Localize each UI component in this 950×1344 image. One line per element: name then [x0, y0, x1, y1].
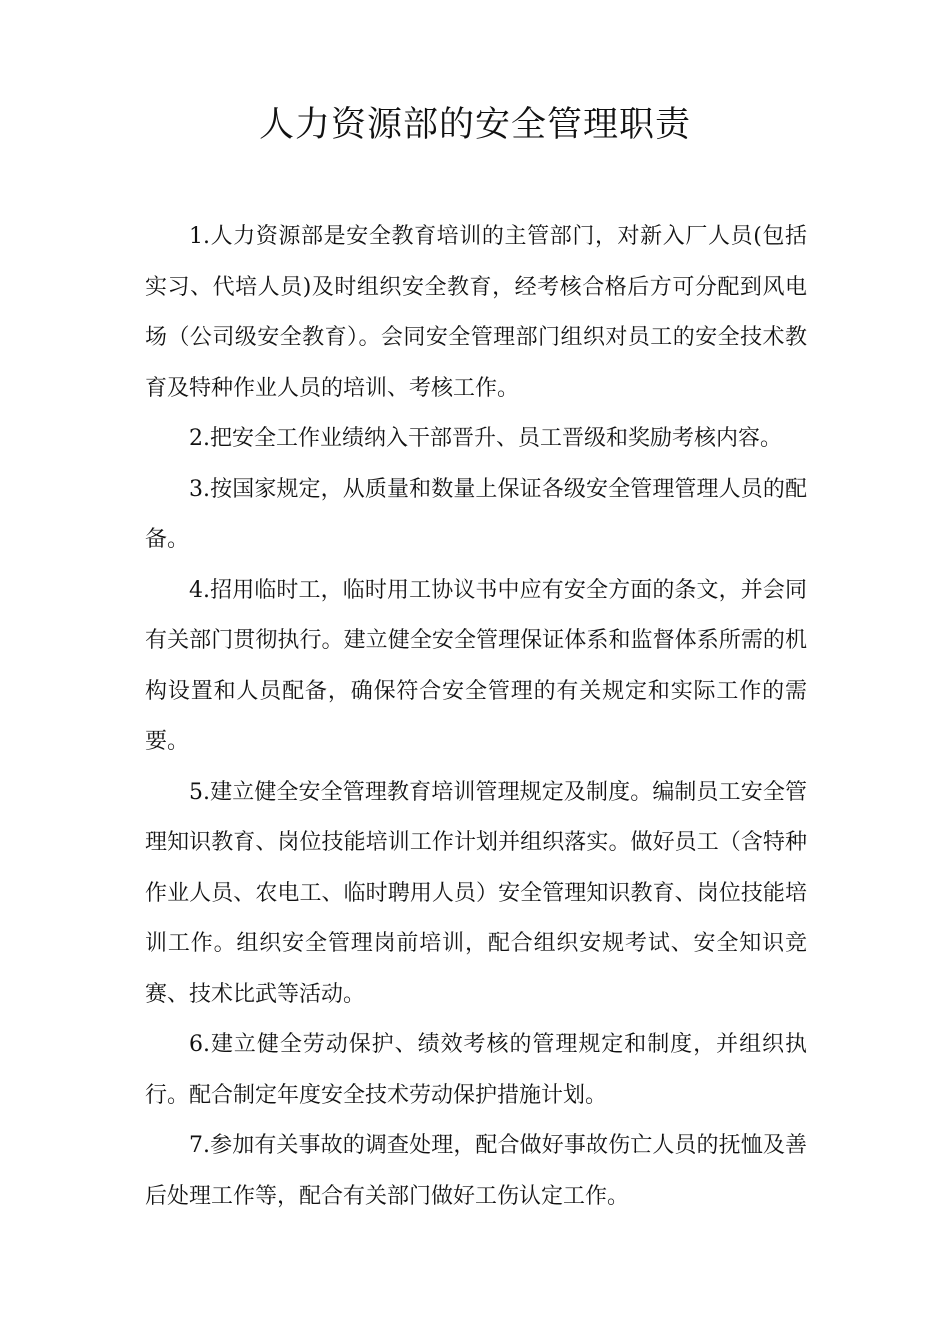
document-body: [145, 212, 807, 1222]
paragraph-1: 1.人力资源部是安全教育培训的主管部门，对新入厂人员(包括实习、代培人员)及时组织安全教育，经考核合格后方可分配到风电场（公司级安全教育）。会同安全管理部门组织对员工的安全技术教育及特种作业人员的培训、考核工作。: [145, 224, 807, 401]
paragraph-4: 4.招用临时工，临时用工协议书中应有安全方面的条文，并会同有关部门贯彻执行。建立健全安全管理保证体系和监督体系所需的机构设置和人员配备，确保符合安全管理的有关规定和实际工作的需要。: [145, 577, 807, 754]
paragraph-7: 7.参加有关事故的调查处理，配合做好事故伤亡人员的抚恤及善后处理工作等，配合有关部门做好工伤认定工作。: [145, 1133, 807, 1209]
paragraph-3: 3.按国家规定，从质量和数量上保证各级安全管理管理人员的配备。: [145, 476, 807, 552]
paragraph-6: 6.建立健全劳动保护、绩效考核的管理规定和制度，并组织执行。配合制定年度安全技术劳动保护措施计划。: [145, 1032, 807, 1108]
document-title: 人力资源部的安全管理职责: [258, 105, 691, 145]
paragraph-5: 5.建立健全安全管理教育培训管理规定及制度。编制员工安全管理知识教育、岗位技能培训工作计划并组织落实。做好员工（含特种作业人员、农电工、临时聘用人员）安全管理知识教育、岗位技能培训工作。组织安全管理岗前培训，配合组织安规考试、安全知识竞赛、技术比武等活动。: [145, 779, 807, 1007]
paragraph-2: 2.把安全工作业绩纳入干部晋升、员工晋级和奖励考核内容。: [189, 426, 782, 451]
